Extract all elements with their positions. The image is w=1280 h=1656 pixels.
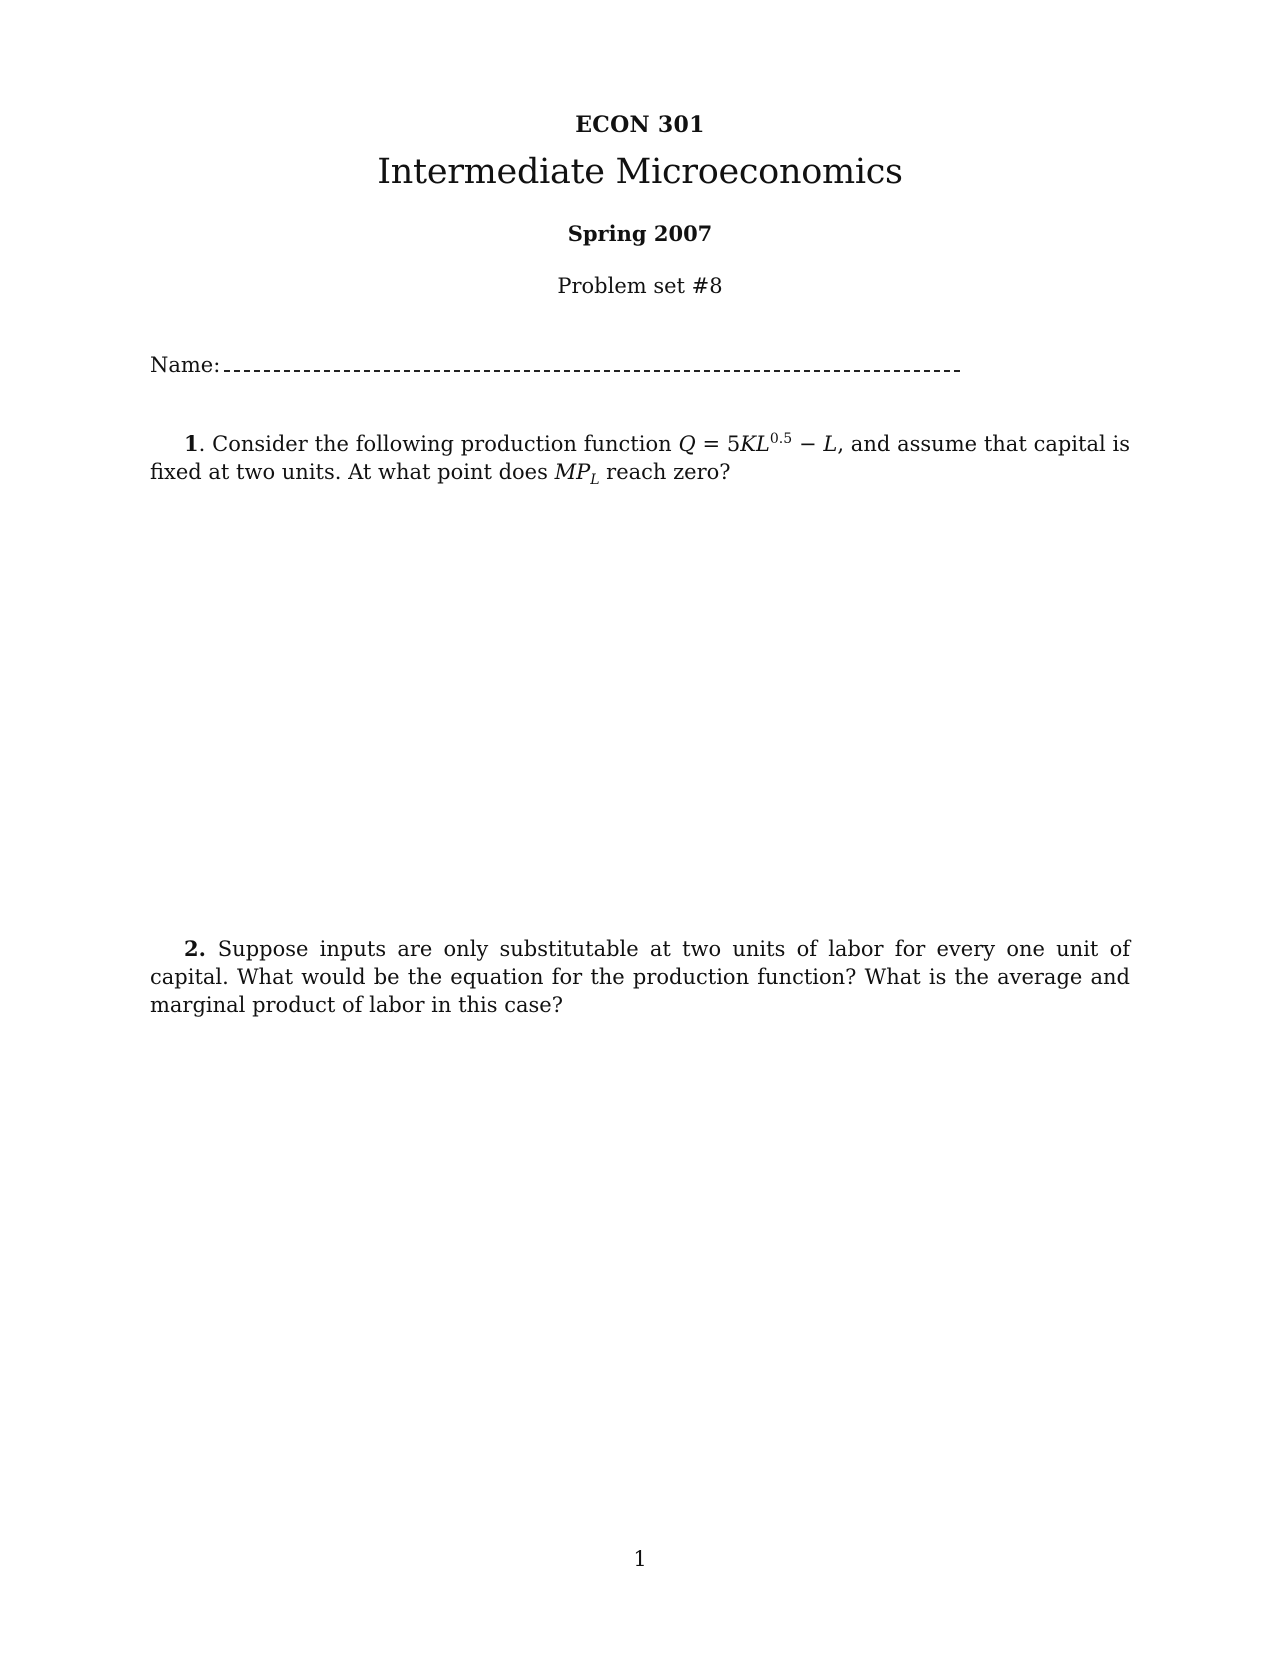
equation-l: L (823, 432, 838, 456)
question-1-text-before: Consider the following production function (212, 432, 679, 456)
question-1 (150, 430, 1130, 489)
question-1-text-mid: , and assume that capital is fixed at two units. At what point does (150, 432, 1130, 484)
mp-main: MP (554, 460, 591, 484)
question-2-number: 2 (184, 936, 199, 961)
course-title: Intermediate Microeconomics (377, 152, 903, 192)
question-1-number: 1 (184, 431, 199, 456)
name-label: Name: (150, 353, 221, 377)
equation-exponent: 0.5 (769, 431, 793, 447)
question-2-number-dot: . (198, 936, 218, 961)
page-number: 1 (633, 1547, 647, 1571)
question-2-text: Suppose inputs are only substitutable at two units of labor for every one unit of capital. What would be the equation for the production function? What is the average and marginal product of labor in this case? (150, 937, 1130, 1017)
question-1-text-after: reach zero? (599, 460, 731, 484)
equation-q: Q (678, 432, 696, 456)
question-2 (150, 935, 1130, 1019)
mp-subscript: L (590, 472, 600, 489)
equation-kl: KL (740, 432, 770, 456)
marginal-product-symbol (554, 460, 600, 489)
course-code: ECON 301 (575, 112, 705, 138)
production-function-equation (678, 432, 837, 456)
name-field[interactable] (150, 353, 960, 377)
equation-equals: = 5 (695, 432, 741, 456)
question-1-number-dot: . (198, 432, 213, 456)
problem-set-label: Problem set #8 (557, 274, 723, 298)
term: Spring 2007 (567, 221, 713, 246)
equation-minus: − (792, 432, 824, 456)
name-blank-line[interactable] (224, 370, 960, 372)
